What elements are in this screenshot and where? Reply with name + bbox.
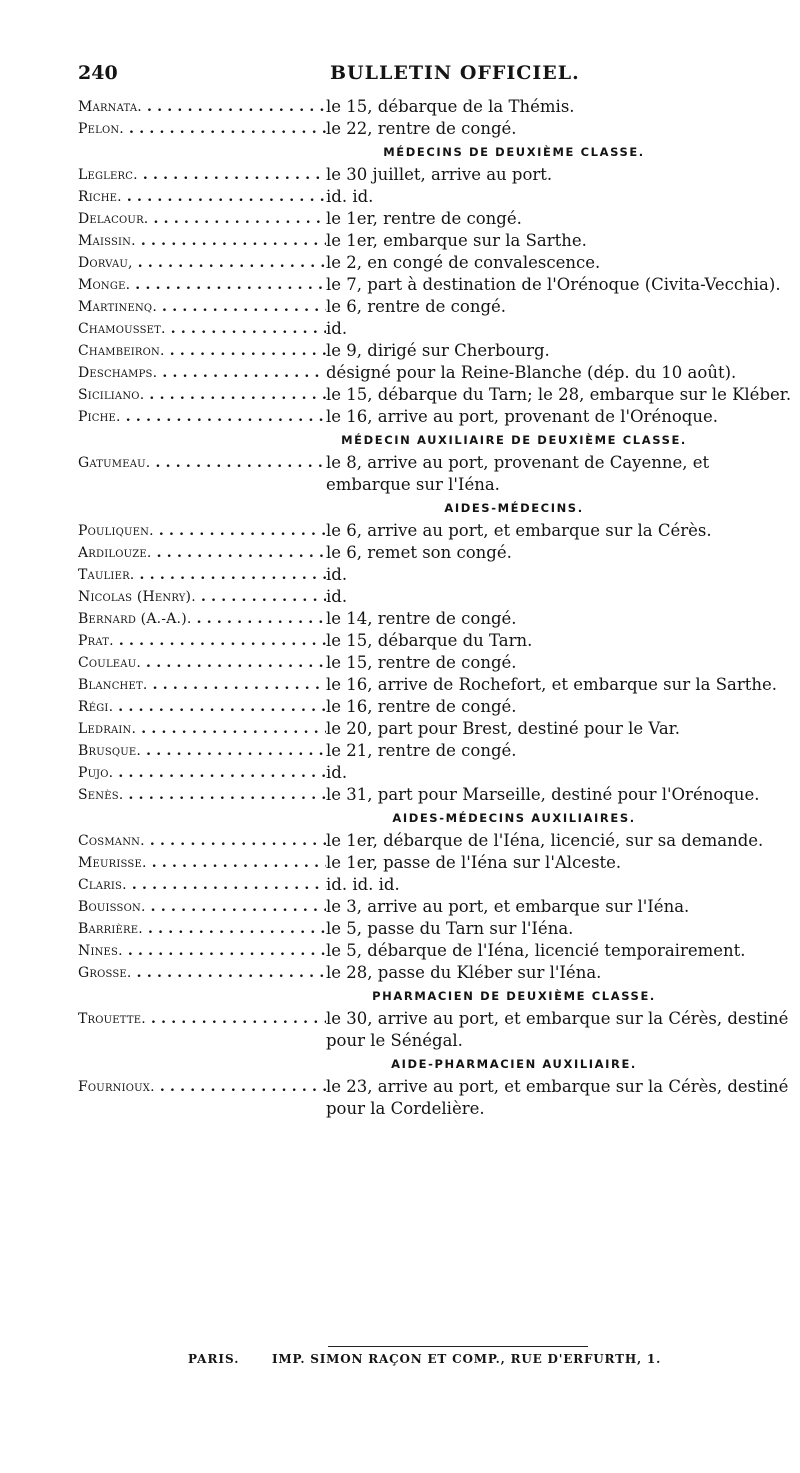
entry-text: le 6, remet son congé. bbox=[326, 543, 512, 562]
entry-text: le 6, arrive au port, et embarque sur la Cérès. bbox=[326, 521, 712, 540]
section bbox=[78, 1052, 800, 1120]
footer-city: PARIS. bbox=[188, 1352, 240, 1366]
entry-text: le 20, part pour Brest, destiné pour le Var. bbox=[326, 719, 680, 738]
entry-text: le 1er, rentre de congé. bbox=[326, 209, 522, 228]
entry-name: Maissin. . . . bbox=[78, 230, 326, 252]
entry-text: le 15, débarque du Tarn; le 28, embarque sur le Kléber. bbox=[326, 385, 792, 404]
entry-text: le 30 juillet, arrive au port. bbox=[326, 165, 553, 184]
entry-text: le 9, dirigé sur Cherbourg. bbox=[326, 341, 550, 360]
entry-text: désigné pour la Reine-Blanche (dép. du 10 août). bbox=[326, 363, 737, 382]
entry-name: Couleau. . . . bbox=[78, 652, 326, 674]
entry-text: le 1er, embarque sur la Sarthe. bbox=[326, 231, 587, 250]
entry-text: le 15, débarque de la Thémis. bbox=[326, 97, 575, 116]
entry-text: id. bbox=[326, 565, 348, 584]
entry-row bbox=[78, 852, 800, 874]
entry-row bbox=[78, 96, 800, 118]
entry-row bbox=[78, 564, 800, 586]
entry-name: Bernard (A.-A.). . . . bbox=[78, 608, 326, 630]
entry-row bbox=[78, 274, 800, 296]
entry-row bbox=[78, 962, 800, 984]
entry-text: le 16, arrive au port, provenant de l'Orénoque. bbox=[326, 407, 718, 426]
entry-text: id. id. bbox=[326, 187, 374, 206]
entry-name: Cosmann. . . . bbox=[78, 830, 326, 852]
entry-text: le 16, rentre de congé. bbox=[326, 697, 517, 716]
entry-name: Blanchet. . . . bbox=[78, 674, 326, 696]
entry-name: Gatumeau. . . . bbox=[78, 452, 326, 496]
section-heading: AIDES-MÉDECINS AUXILIAIRES. bbox=[392, 811, 636, 825]
entry-name: Claris. . . . bbox=[78, 874, 326, 896]
entry-row bbox=[78, 252, 800, 274]
entry-name: Marnata. . . . bbox=[78, 96, 326, 118]
footer-rule bbox=[328, 1346, 588, 1347]
entry-row bbox=[78, 186, 800, 208]
entry-name: Pouliquen. . . . bbox=[78, 520, 326, 542]
entry-row bbox=[78, 164, 800, 186]
entry-name: Nicolas (Henry). . . . bbox=[78, 586, 326, 608]
entry-name: Bouisson. . . . bbox=[78, 896, 326, 918]
page-number: 240 bbox=[78, 62, 118, 84]
entry-name: Barrière. . . . bbox=[78, 918, 326, 940]
entry-row bbox=[78, 762, 800, 784]
section bbox=[78, 984, 800, 1052]
entry-name: Brusque. . . . bbox=[78, 740, 326, 762]
entry-text: le 15, débarque du Tarn. bbox=[326, 631, 533, 650]
entry-name: Nines. . . . bbox=[78, 940, 326, 962]
entry-row bbox=[78, 652, 800, 674]
entry-name: Riche. . . . bbox=[78, 186, 326, 208]
entry-text: le 2, en congé de convalescence. bbox=[326, 253, 601, 272]
entry-name: Piche. . . . bbox=[78, 406, 326, 428]
entry-text: le 6, rentre de congé. bbox=[326, 297, 507, 316]
entry-row bbox=[78, 542, 800, 564]
entry-row bbox=[78, 520, 800, 542]
entry-row bbox=[78, 208, 800, 230]
entry-text: le 5, débarque de l'Iéna, licencié temporairement. bbox=[326, 941, 746, 960]
entry-row bbox=[78, 918, 800, 940]
entry-name: Taulier. . . . bbox=[78, 564, 326, 586]
entry-row bbox=[78, 784, 800, 806]
section bbox=[78, 428, 800, 496]
entry-row bbox=[78, 318, 800, 340]
entry-name: Siciliano. . . . bbox=[78, 384, 326, 406]
entry-row bbox=[78, 230, 800, 252]
entry-name: Senès. . . . bbox=[78, 784, 326, 806]
entry-row bbox=[78, 896, 800, 918]
entry-text: le 23, arrive au port, et embarque sur la Cérès, destiné pour la Cordelière. bbox=[326, 1077, 789, 1118]
entry-row bbox=[78, 674, 800, 696]
entry-text: id. bbox=[326, 763, 348, 782]
entry-name: Delacour. . . . bbox=[78, 208, 326, 230]
entry-row bbox=[78, 1076, 800, 1120]
entry-name: Fournioux. . . . bbox=[78, 1076, 326, 1120]
entry-row bbox=[78, 384, 800, 406]
entry-text: id. id. id. bbox=[326, 875, 400, 894]
section bbox=[78, 140, 800, 428]
entry-text: le 7, part à destination de l'Orénoque (Civita-Vecchia). bbox=[326, 275, 781, 294]
entry-row bbox=[78, 874, 800, 896]
entry-name: Leglerc. . . . bbox=[78, 164, 326, 186]
entry-text: le 5, passe du Tarn sur l'Iéna. bbox=[326, 919, 574, 938]
entry-name: Pujo. . . . bbox=[78, 762, 326, 784]
entry-row bbox=[78, 118, 800, 140]
entry-name: Ardilouze. . . . bbox=[78, 542, 326, 564]
entry-text: le 22, rentre de congé. bbox=[326, 119, 517, 138]
section bbox=[78, 96, 800, 140]
entry-name: Martinenq. . . . bbox=[78, 296, 326, 318]
entry-row bbox=[78, 362, 800, 384]
entry-text: id. bbox=[326, 587, 348, 606]
entry-name: Meurisse. . . . bbox=[78, 852, 326, 874]
entry-name: Régi. . . . bbox=[78, 696, 326, 718]
section bbox=[78, 806, 800, 984]
section-heading: AIDE-PHARMACIEN AUXILIAIRE. bbox=[391, 1057, 637, 1071]
entry-row bbox=[78, 630, 800, 652]
entry-row bbox=[78, 718, 800, 740]
entry-text: le 15, rentre de congé. bbox=[326, 653, 517, 672]
entry-row bbox=[78, 1008, 800, 1052]
entry-name: Monge. . . . bbox=[78, 274, 326, 296]
entry-row bbox=[78, 608, 800, 630]
entry-text: le 14, rentre de congé. bbox=[326, 609, 517, 628]
entry-text: le 1er, passe de l'Iéna sur l'Alceste. bbox=[326, 853, 622, 872]
entry-row bbox=[78, 406, 800, 428]
entry-name: Prat. . . . bbox=[78, 630, 326, 652]
entry-text: le 21, rentre de congé. bbox=[326, 741, 517, 760]
entry-name: Trouette. . . . bbox=[78, 1008, 326, 1052]
entry-row bbox=[78, 940, 800, 962]
entry-text: le 16, arrive de Rochefort, et embarque sur la Sarthe. bbox=[326, 675, 778, 694]
entry-name: Deschamps. . . . bbox=[78, 362, 326, 384]
section-heading: AIDES-MÉDECINS. bbox=[444, 501, 584, 515]
footer-printer: IMP. SIMON RAÇON ET COMP., RUE D'ERFURTH, 1. bbox=[272, 1352, 662, 1366]
entry-text: le 8, arrive au port, provenant de Cayenne, et embarque sur l'Iéna. bbox=[326, 453, 710, 494]
entry-name: Dorvau, . . . bbox=[78, 252, 326, 274]
entry-text: le 1er, débarque de l'Iéna, licencié, sur sa demande. bbox=[326, 831, 764, 850]
entry-name: Chamousset. . . . bbox=[78, 318, 326, 340]
entry-text: id. bbox=[326, 319, 348, 338]
entry-row bbox=[78, 696, 800, 718]
entry-name: Ledrain. . . . bbox=[78, 718, 326, 740]
entry-name: Grosse. . . . bbox=[78, 962, 326, 984]
section-heading: PHARMACIEN DE DEUXIÈME CLASSE. bbox=[372, 989, 656, 1003]
section bbox=[78, 496, 800, 806]
entry-text: le 30, arrive au port, et embarque sur la Cérès, destiné pour le Sénégal. bbox=[326, 1009, 789, 1050]
entry-name: Chambeiron. . . . bbox=[78, 340, 326, 362]
page-header bbox=[78, 62, 798, 92]
entry-row bbox=[78, 296, 800, 318]
entry-name: Pelon. . . . bbox=[78, 118, 326, 140]
entry-row bbox=[78, 452, 800, 496]
running-title: BULLETIN OFFICIEL. bbox=[330, 62, 580, 84]
entry-row bbox=[78, 340, 800, 362]
entry-row bbox=[78, 830, 800, 852]
page-content bbox=[78, 96, 800, 1120]
section-heading: MÉDECIN AUXILIAIRE DE DEUXIÈME CLASSE. bbox=[341, 433, 687, 447]
section-heading: MÉDECINS DE DEUXIÈME CLASSE. bbox=[383, 145, 645, 159]
entry-text: le 28, passe du Kléber sur l'Iéna. bbox=[326, 963, 602, 982]
entry-row bbox=[78, 740, 800, 762]
entry-text: le 31, part pour Marseille, destiné pour l'Orénoque. bbox=[326, 785, 760, 804]
entry-row bbox=[78, 586, 800, 608]
entry-text: le 3, arrive au port, et embarque sur l'Iéna. bbox=[326, 897, 690, 916]
